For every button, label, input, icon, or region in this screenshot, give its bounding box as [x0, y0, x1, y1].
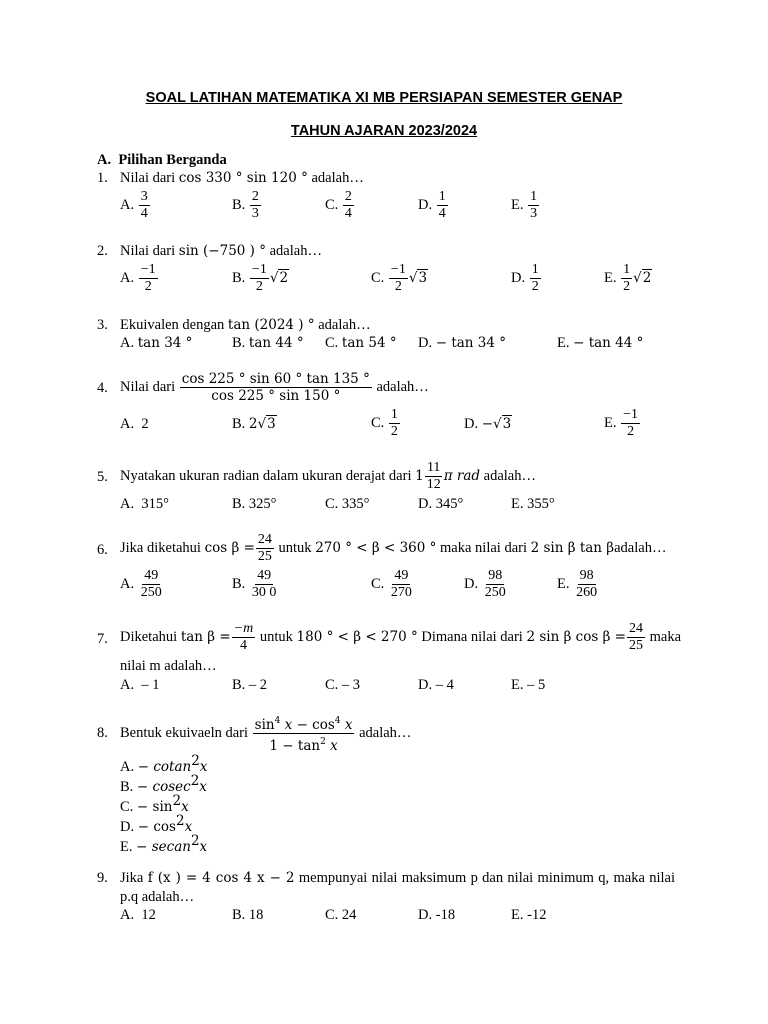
q8-number: 8.	[97, 725, 108, 741]
q6-option-a: A. $\frac{49}{250}$	[120, 568, 162, 600]
q1-post: adalah…	[311, 170, 364, 186]
q4-option-e: E. $\frac{-1}{2}$	[604, 407, 639, 439]
q5-number: 5.	[97, 469, 108, 485]
q1-option-b: B. $\frac{2}{3}$	[232, 189, 259, 221]
q8-option-d: D. − $\cos^2x$	[120, 813, 193, 835]
q1-option-c: C. $\frac{2}{4}$	[325, 189, 352, 221]
q2-option-a: A. $\frac{-1}{2}$	[120, 262, 156, 294]
q7-stem: Diketahui tan β = $\frac{-m}{4}$ untuk 180 ° < β < 270 ° Dimana nilai dari 2 sin β cos β = $\frac{24}{25}$ maka	[120, 621, 682, 653]
q5-option-a: A. 315°	[120, 496, 169, 512]
q1-expr: cos 330 ° sin 120 °	[178, 170, 308, 186]
q1-option-d: D. $\frac{1}{4}$	[418, 189, 446, 221]
q9-option-e: E. -12	[511, 907, 547, 923]
q7-number: 7.	[97, 631, 108, 647]
q4-number: 4.	[97, 380, 108, 396]
q7-option-e: E. – 5	[511, 677, 546, 693]
q3-option-e: E. − tan 44 °	[557, 335, 644, 351]
q3-number: 3.	[97, 317, 108, 333]
q4-stem: Nilai dari $\frac{\cos 225 ^\circ \sin 60 ^\circ \tan 135 ^\circ}{\cos 225 ^\circ \sin 150 ^\circ}$ adalah…	[120, 371, 429, 404]
q3-option-c: C. tan 54 °	[325, 335, 397, 351]
q1-pre: Nilai dari	[120, 170, 176, 186]
q7-option-c: C. – 3	[325, 677, 361, 693]
section-heading	[97, 152, 227, 169]
q8-option-c: C. − $\sin^2x$	[120, 793, 189, 815]
q5-option-b: B. 325°	[232, 496, 277, 512]
q3-stem: Ekuivalen dengan tan (2024 ) ° adalah…	[120, 317, 371, 333]
q6-option-b: B. $\frac{49}{30 0}$	[232, 568, 277, 600]
q6-option-d: D. $\frac{98}{250}$	[464, 568, 506, 600]
q6-option-e: E. $\frac{98}{260}$	[557, 568, 598, 600]
q2-number: 2.	[97, 243, 108, 259]
q4-option-d: D. −√3	[464, 416, 512, 432]
q2-option-c: C. $\frac{-1}{2}$ √3	[371, 262, 428, 294]
q9-number: 9.	[97, 870, 108, 886]
q5-option-c: C. 335°	[325, 496, 370, 512]
q4-option-c: C. $\frac{1}{2}$	[371, 407, 398, 439]
q7-option-b: B. – 2	[232, 677, 268, 693]
q5-stem: Nyatakan ukuran radian dalam ukuran derajat dari 1 $\frac{11}{12}$ π rad adalah…	[120, 460, 536, 492]
q2-option-d: D. $\frac{1}{2}$	[511, 262, 539, 294]
q9-option-a: A. 12	[120, 907, 156, 923]
section-title: Pilihan Berganda	[118, 152, 227, 168]
q3-option-d: D. − tan 34 °	[418, 335, 507, 351]
q4-option-a: A. 2	[120, 416, 149, 432]
q7-line2: nilai m adalah…	[120, 658, 217, 674]
q5-option-e: E. 355°	[511, 496, 555, 512]
q9-option-c: C. 24	[325, 907, 357, 923]
q1-stem	[120, 170, 364, 187]
q7-option-d: D. – 4	[418, 677, 454, 693]
q6-option-c: C. $\frac{49}{270}$	[371, 568, 412, 600]
q8-stem: Bentuk ekuivaeln dari $\frac{\sin^4 x - \cos^4 x}{1 - \tan^2 x}$ adalah…	[120, 716, 412, 754]
q8-expression: $\frac{\sin^4 x - \cos^4 x}{1 - \tan^2 x}$	[254, 716, 353, 754]
q9-option-d: D. -18	[418, 907, 456, 923]
q1-option-a: A. $\frac{3}{4}$	[120, 189, 148, 221]
q1-number: 1.	[97, 170, 108, 186]
q9-stem: Jika f (x ) = 4 cos 4 x − 2 mempunyai nilai maksimum p dan nilai minimum q, maka nilai	[120, 870, 676, 886]
q6-number: 6.	[97, 542, 108, 558]
q8-option-e: E. − secan$^2$x	[120, 833, 208, 855]
q7-option-a: A. – 1	[120, 677, 160, 693]
q3-option-a: A. tan 34 °	[120, 335, 193, 351]
q8-option-a: A. − cotan$^2$x	[120, 753, 208, 775]
q2-option-b: B. $\frac{-1}{2}$ √2	[232, 262, 289, 294]
page-title: SOAL LATIHAN MATEMATIKA XI MB PERSIAPAN SEMESTER GENAP	[145, 90, 623, 106]
q2-stem: Nilai dari sin (−750 ) ° adalah…	[120, 243, 322, 259]
q6-stem: Jika diketahui cos β = $\frac{24}{25}$ untuk 270 ° < β < 360 ° maka nilai dari 2 sin β tan βadalah…	[120, 532, 667, 564]
q2-option-e: E. $\frac{1}{2}$ √2	[604, 262, 652, 294]
page-subtitle: TAHUN AJARAN 2023/2024	[290, 123, 478, 139]
q4-option-b: B. 2√3	[232, 416, 276, 432]
q9-option-b: B. 18	[232, 907, 264, 923]
q5-option-d: D. 345°	[418, 496, 464, 512]
q1-option-e: E. $\frac{1}{3}$	[511, 189, 538, 221]
q3-option-b: B. tan 44 °	[232, 335, 304, 351]
q8-option-b: B. − cosec$^2$x	[120, 773, 207, 795]
q9-line2: p.q adalah…	[120, 889, 195, 905]
section-letter: A.	[97, 152, 112, 168]
